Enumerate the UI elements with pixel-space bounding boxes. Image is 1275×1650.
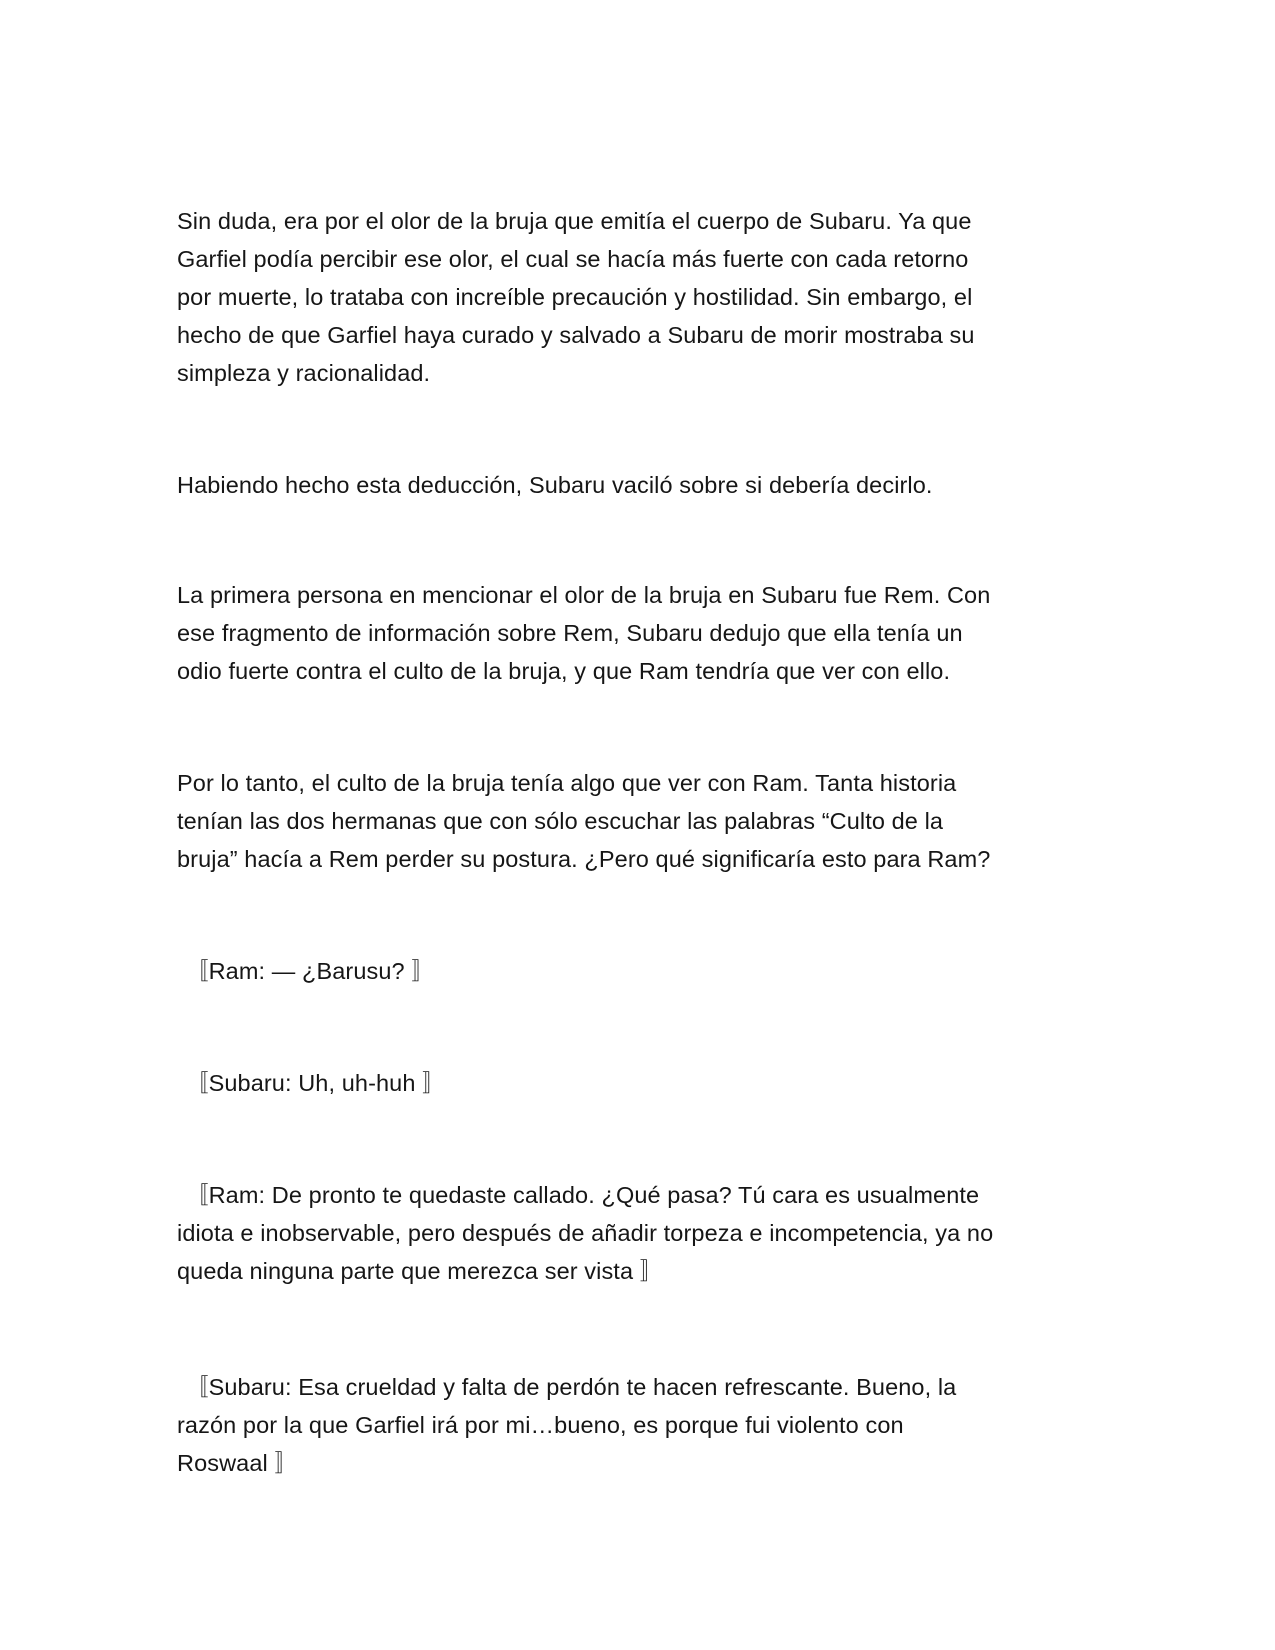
dialogue-line: 〚Subaru: Uh, uh-huh 〛 [185,1070,446,1096]
text-line: tenían las dos hermanas que con sólo escuchar las palabras “Culto de la [177,808,944,834]
dialogue-line: 〚Ram: — ¿Barusu? 〛 [185,958,435,984]
text-line: Habiendo hecho esta deducción, Subaru vaciló sobre si debería decirlo. [177,472,933,498]
text-line: hecho de que Garfiel haya curado y salvado a Subaru de morir mostraba su [177,322,975,348]
text-line: simpleza y racionalidad. [177,360,431,386]
paragraph-first-person [177,576,1107,690]
dialogue-line: queda ninguna parte que merezca ser vista 〛 [177,1258,664,1284]
paragraph-deduction [177,466,1107,504]
dialogue-line: 〚Subaru: Esa crueldad y falta de perdón te hacen refrescante. Bueno, la [185,1374,957,1400]
text-line: Garfiel podía percibir ese olor, el cual se hacía más fuerte con cada retorno [177,246,969,272]
dialogue-ram-barusu [177,952,1107,990]
text-line: ese fragmento de información sobre Rem, Subaru dedujo que ella tenía un [177,620,963,646]
dialogue-line: idiota e inobservable, pero después de añadir torpeza e incompetencia, ya no [177,1220,994,1246]
dialogue-line: Roswaal 〛 [177,1450,299,1476]
text-line: Por lo tanto, el culto de la bruja tenía algo que ver con Ram. Tanta historia [177,770,957,796]
text-line: odio fuerte contra el culto de la bruja, y que Ram tendría que ver con ello. [177,658,951,684]
text-line: por muerte, lo trataba con increíble precaución y hostilidad. Sin embargo, el [177,284,973,310]
dialogue-line: razón por la que Garfiel irá por mi…bueno, es porque fui violento con [177,1412,904,1438]
dialogue-subaru-cruelty [177,1368,1107,1482]
text-line: La primera persona en mencionar el olor de la bruja en Subaru fue Rem. Con [177,582,991,608]
dialogue-subaru-uh-huh [177,1064,1107,1102]
text-line: bruja” hacía a Rem perder su postura. ¿Pero qué significaría esto para Ram? [177,846,991,872]
dialogue-line: 〚Ram: De pronto te quedaste callado. ¿Qué pasa? Tú cara es usualmente [185,1182,980,1208]
paragraph-witch-cult [177,764,1107,878]
paragraph-witch-scent [177,202,1107,392]
dialogue-ram-silent [177,1176,1107,1290]
text-line: Sin duda, era por el olor de la bruja que emitía el cuerpo de Subaru. Ya que [177,208,972,234]
